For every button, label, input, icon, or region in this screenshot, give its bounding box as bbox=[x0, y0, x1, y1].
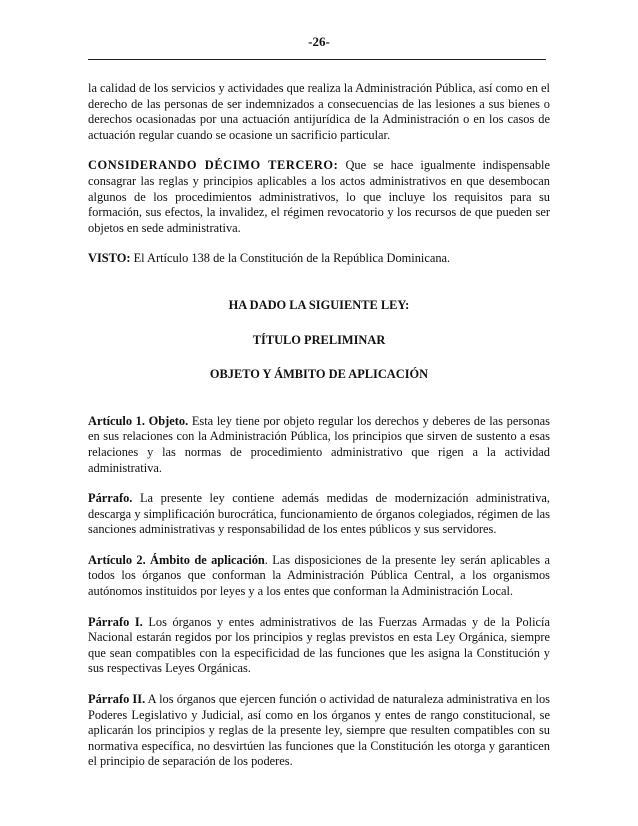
paragraph-continuation bbox=[88, 81, 550, 143]
paragraph-text: Que se hace igualmente indispensable consagrar las reglas y principios aplicables a los actos administrativos en que desembocan algunos de los procedimientos administrativos, lo que incluye los requisitos para su formación, sus efectos, la invalidez, el régimen revocatorio y los recursos de que pueden ser objetos en sede administrativa. bbox=[88, 158, 550, 235]
paragraph-text: la calidad de los servicios y actividades que realiza la Administración Pública, así como en el derecho de las personas de ser indemnizados a consecuencias de las lesiones a sus bienes o derechos ocasionadas por una actuación antijurídica de la Administración o en los casos de actuación regular cuando se ocasione un sacrificio particular. bbox=[88, 81, 550, 142]
paragraph-text: Esta ley tiene por objeto regular los derechos y deberes de las personas en sus relaciones con la Administración Pública, los principios que sirven de sustento a esas relaciones y las normas de procedimiento administrativo que rigen a la actividad administrativa. bbox=[88, 413, 551, 475]
header-rule bbox=[88, 59, 546, 60]
paragraph-considerando bbox=[88, 158, 550, 236]
paragraph-parrafo bbox=[88, 491, 550, 538]
paragraph-text: . Las disposiciones de la presente ley serán aplicables a todos los órganos que conforman la Administración Pública Central, a los organismos autónomos instituidos por leyes y a los entes que conforman la Administración Local. bbox=[88, 552, 550, 599]
heading-objeto-ambito: OBJETO Y ÁMBITO DE APLICACIÓN bbox=[209, 367, 429, 382]
paragraph-text: Los órganos y entes administrativos de las Fuerzas Armadas y de la Policía Nacional estarán regidos por los principios y reglas previstos en esta Ley Orgánica, siempre que sean compatibles con la especificidad de las funciones que les asigna la Constitución y sus respectivas Leyes Orgánicas. bbox=[88, 614, 550, 676]
paragraph-articulo-1 bbox=[88, 414, 550, 476]
paragraph-heading: Artículo 2. Ámbito de aplicación bbox=[88, 552, 265, 567]
paragraph-parrafo-ii bbox=[88, 692, 550, 770]
paragraph-parrafo-i bbox=[88, 615, 550, 677]
heading-titulo-preliminar: TÍTULO PRELIMINAR bbox=[252, 332, 386, 347]
paragraph-heading: CONSIDERANDO DÉCIMO TERCERO: bbox=[88, 158, 339, 173]
paragraph-articulo-2 bbox=[88, 553, 550, 600]
paragraph-text: A los órganos que ejercen función o actividad de naturaleza administrativa en los Poderes Legislativo y Judicial, así como en los órganos y entes de rango constitucional, se aplicarán los principios y reglas de la presente ley, siempre que resulten compatibles con su normativa específica, no desvirtúen las funciones que la Constitución les otorga y garanticen el principio de separación de los poderes. bbox=[88, 692, 550, 769]
paragraph-heading: Artículo 1. Objeto. bbox=[88, 413, 189, 428]
paragraph-text: La presente ley contiene además medidas de modernización administrativa, descarga y simplificación burocrática, funcionamiento de órganos colegiados, régimen de las sanciones administrativas y responsabilidad de los entes públicos y sus servidores. bbox=[88, 491, 550, 537]
paragraph-heading: Párrafo. bbox=[88, 491, 133, 506]
paragraph-visto bbox=[88, 251, 550, 267]
document-page bbox=[88, 34, 550, 770]
heading-ha-dado: HA DADO LA SIGUIENTE LEY: bbox=[228, 297, 410, 312]
paragraph-heading: Párrafo II. bbox=[88, 692, 146, 707]
paragraph-heading: Párrafo I. bbox=[88, 614, 143, 629]
page-number: -26- bbox=[308, 34, 330, 49]
paragraph-heading: VISTO: bbox=[88, 251, 131, 266]
paragraph-text: El Artículo 138 de la Constitución de la República Dominicana. bbox=[130, 251, 451, 266]
